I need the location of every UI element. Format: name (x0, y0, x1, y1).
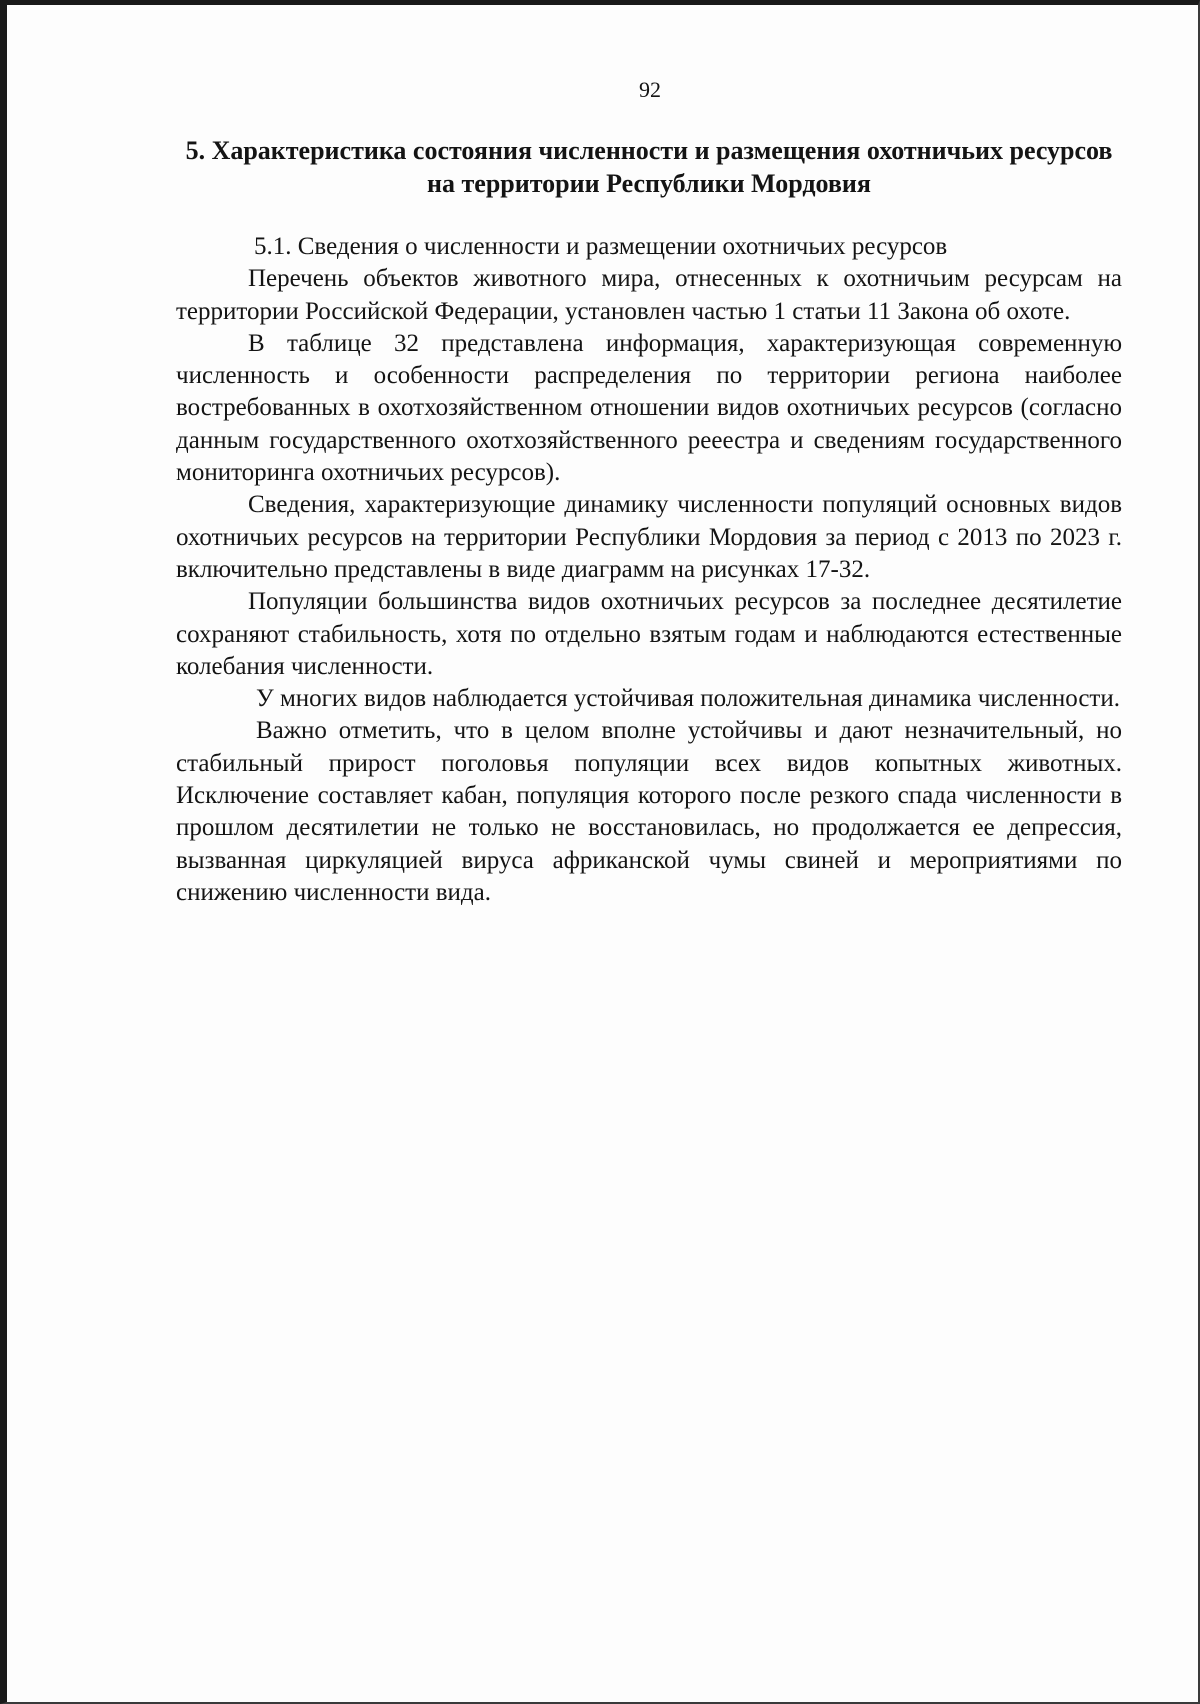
paragraph: Популяции большинства видов охотничьих ресурсов за последнее десятилетие сохраняют стабильность, хотя по отдельно взятым годам и наблюдаются естественные колебания численности. (176, 588, 1122, 680)
page-number: 92 (639, 77, 661, 102)
paragraph: У многих видов наблюдается устойчивая положительная динамика численности. (256, 685, 1120, 713)
paragraph: Перечень объектов животного мира, отнесенных к охотничьим ресурсам на территории Российской Федерации, установлен частью 1 статьи 11 Закона об охоте. (176, 265, 1122, 325)
section-heading: 5. Характеристика состояния численности и размещения охотничьих ресурсов на территории Республики Мордовия (185, 136, 1113, 198)
paragraph: Сведения, характеризующие динамику численности популяций основных видов охотничьих ресурсов на территории Республики Мордовия за период с 2013 по 2023 г. включительно представлены в виде диаграмм на рисунках 17-32. (176, 491, 1122, 583)
subsection-title: 5.1. Сведения о численности и размещении охотничьих ресурсов (254, 233, 948, 260)
paragraph: В таблице 32 представлена информация, характеризующая современную численность и особенности распределения по территории региона наиболее востребованных в охотхозяйственном отношении видов охотничьих ресурсов (согласно данным государственного охотхозяйственного рееестра и сведениям государственного мониторинга охотничьих ресурсов). (176, 329, 1122, 487)
document-body (176, 231, 1122, 909)
paragraph: Важно отметить, что в целом вполне устойчивы и дают незначительный, но стабильный прирост поголовья популяции всех видов копытных животных. Исключение составляет кабан, популяция которого после резкого спада численности в прошлом десятилетии не только не восстановилась, но продолжается ее депрессия, вызванная циркуляцией вируса африканской чумы свиней и мероприятиями по снижению численности вида. (176, 717, 1122, 906)
